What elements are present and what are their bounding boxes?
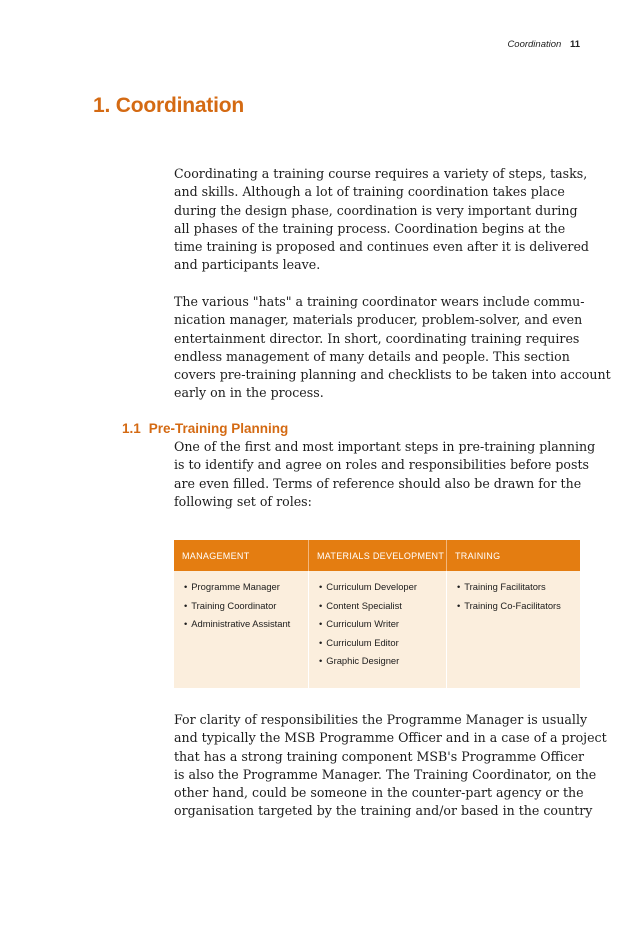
intro-paragraph-1 [174, 165, 589, 275]
text-line: entertainment director. In short, coordinating training requires [174, 330, 580, 346]
section-paragraph-1 [174, 438, 596, 511]
list-item: • Curriculum Developer [319, 581, 440, 592]
role-list [457, 581, 574, 611]
section-title: Pre-Training Planning [148, 421, 289, 436]
text-line: following set of roles: [174, 493, 312, 509]
list-item: • Training Facilitators [457, 581, 574, 592]
text-line: early on in the process. [174, 385, 324, 401]
text-line: and typically the MSB Programme Officer and in a case of a project [174, 730, 607, 746]
column-header-materials-development: MATERIALS DEVELOPMENT [308, 540, 446, 571]
text-line: covers pre-training planning and checklists to be taken into account [174, 367, 611, 383]
section-paragraph-2 [174, 711, 607, 821]
list-item: • Content Specialist [319, 600, 440, 611]
text-line: For clarity of responsibilities the Programme Manager is usually [174, 712, 588, 727]
text-line: nication manager, materials producer, problem-solver, and even [174, 312, 583, 328]
roles-table-body [174, 571, 580, 688]
section-number: 1.1 [122, 421, 141, 436]
text-line: during the design phase, coordination is very important during [174, 202, 578, 218]
text-line: all phases of the training process. Coordination begins at the [174, 220, 566, 236]
column-management [174, 571, 308, 688]
column-training [446, 571, 580, 688]
chapter-title: 1. Coordination [93, 94, 244, 117]
list-item: • Curriculum Writer [319, 618, 440, 629]
intro-paragraph-2 [174, 293, 611, 403]
column-header-management: MANAGEMENT [182, 550, 250, 561]
text-line: that has a strong training component MSB's Programme Officer [174, 748, 585, 764]
column-header-training: TRAINING [446, 540, 580, 571]
text-line: and participants leave. [174, 257, 321, 273]
text-line: other hand, could be someone in the counter-part agency or the [174, 785, 584, 801]
list-item: • Programme Manager [184, 581, 302, 592]
list-item: • Curriculum Editor [319, 637, 440, 648]
text-line: are even filled. Terms of reference should also be drawn for the [174, 475, 582, 491]
list-item: • Training Coordinator [184, 600, 302, 611]
text-line: time training is proposed and continues even after it is delivered [174, 239, 589, 255]
text-line: is to identify and agree on roles and responsibilities before posts [174, 457, 589, 473]
text-line: endless management of many details and people. This section [174, 348, 570, 364]
section-heading [122, 421, 288, 436]
list-item: • Administrative Assistant [184, 618, 302, 629]
list-item: • Training Co-Facilitators [457, 600, 574, 611]
text-line: and skills. Although a lot of training coordination takes place [174, 184, 565, 200]
roles-table-header [174, 540, 580, 571]
text-line: Coordinating a training course requires a variety of steps, tasks, [174, 166, 588, 181]
text-line: is also the Programme Manager. The Training Coordinator, on the [174, 766, 597, 782]
text-line: organisation targeted by the training and/or based in the country [174, 803, 593, 819]
running-header [507, 39, 580, 50]
page-number: 11 [569, 39, 580, 50]
column-materials-development [308, 571, 446, 688]
text-line: The various "hats" a training coordinator wears include commu- [174, 294, 585, 309]
role-list [319, 581, 440, 666]
running-header-title: Coordination [507, 39, 562, 50]
text-line: One of the first and most important steps in pre-training planning [174, 439, 596, 454]
roles-table [174, 540, 580, 688]
role-list [184, 581, 302, 629]
list-item: • Graphic Designer [319, 655, 440, 666]
